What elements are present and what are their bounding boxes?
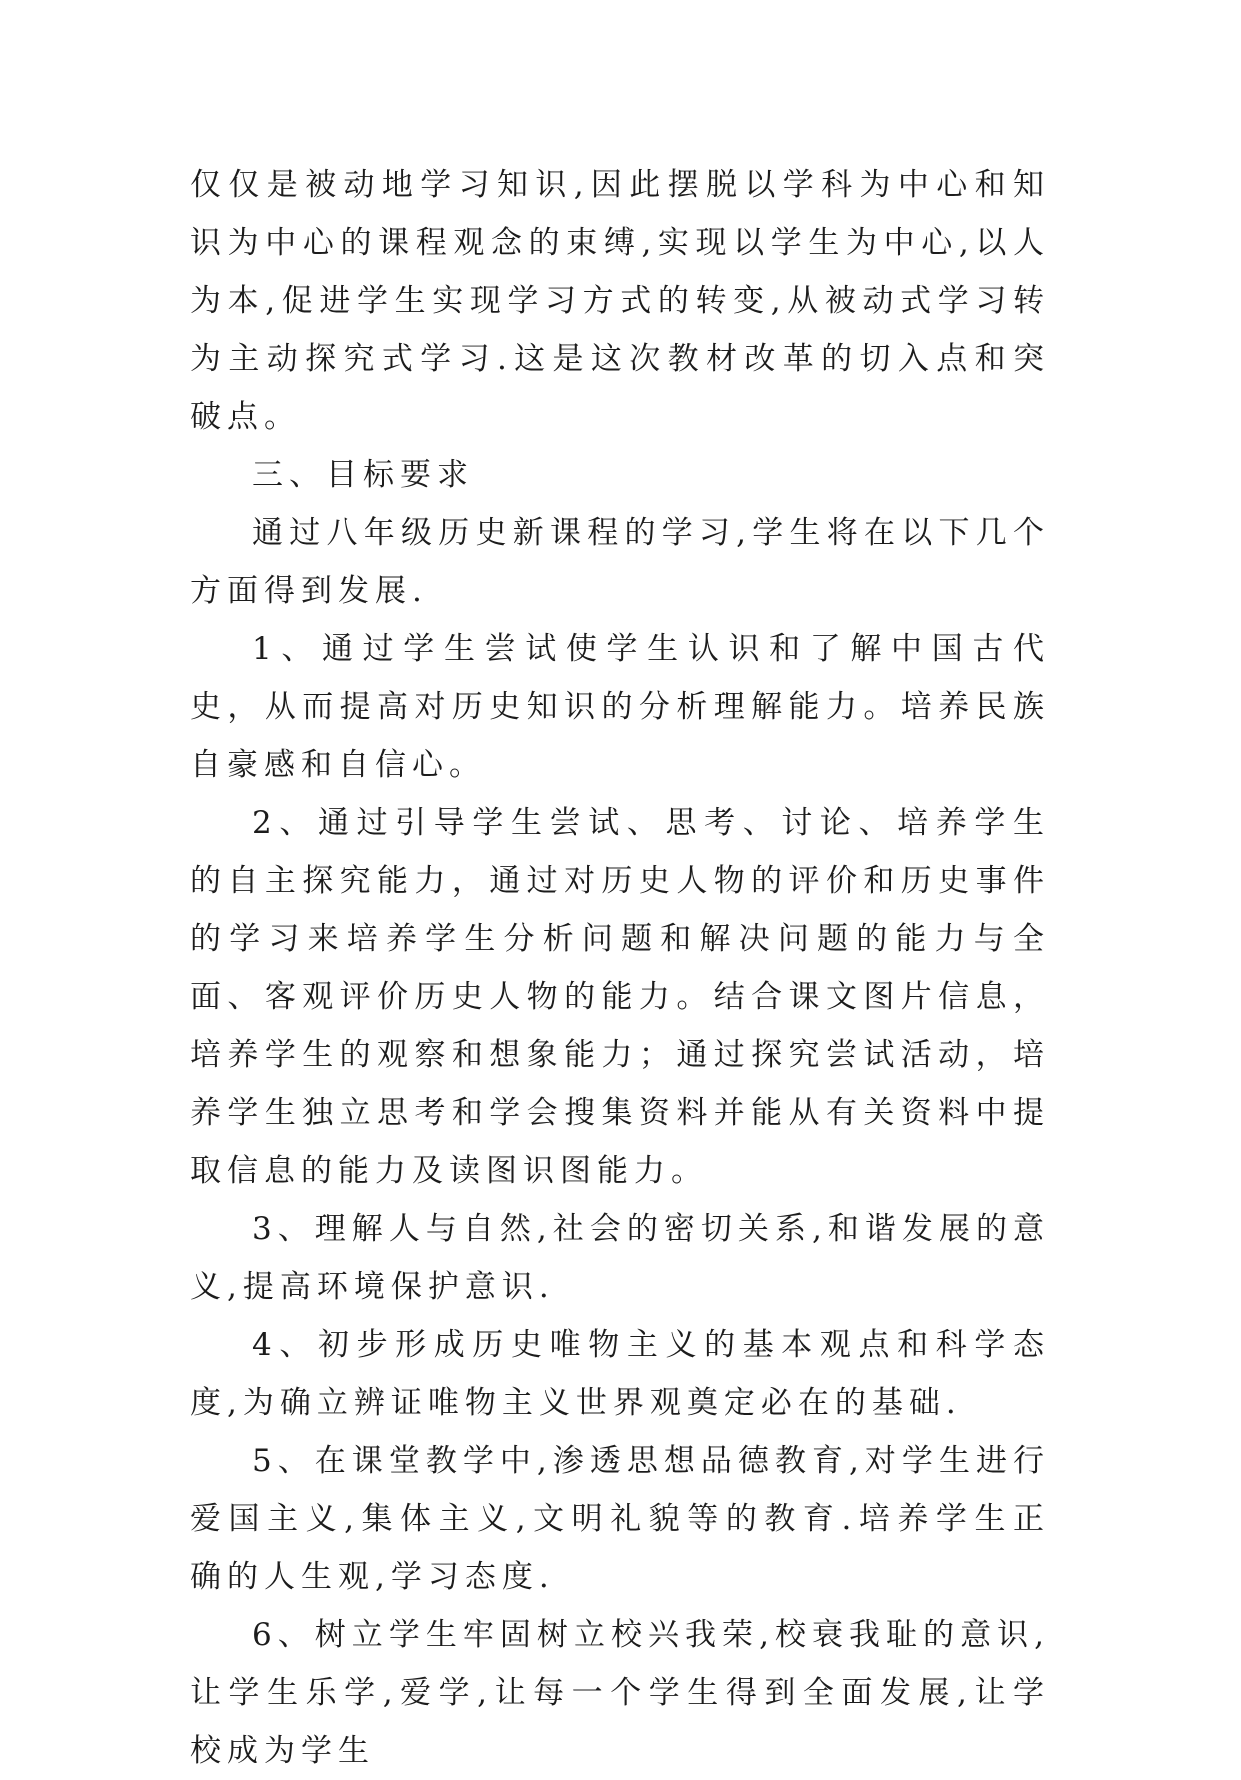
goal-item-5: 5、在课堂教学中,渗透思想品德教育,对学生进行爱国主义,集体主义,文明礼貌等的教育.培养学生正确的人生观,学习态度. xyxy=(190,1443,1050,1595)
goal-item-6: 6、树立学生牢固树立校兴我荣,校衰我耻的意识,让学生乐学,爱学,让每一个学生得到全面发展,让学校成为学生 xyxy=(190,1617,1050,1769)
goal-item-2: 2、通过引导学生尝试、思考、讨论、培养学生的自主探究能力，通过对历史人物的评价和历史事件的学习来培养学生分析问题和解决问题的能力与全面、客观评价历史人物的能力。结合课文图片信息，培养学生的观察和想象能力；通过探究尝试活动，培养学生独立思考和学会搜集资料并能从有关资料中提取信息的能力及读图识图能力。 xyxy=(190,805,1050,1189)
section-heading-goals: 三、目标要求 xyxy=(252,457,474,493)
goal-item-1: 1、通过学生尝试使学生认识和了解中国古代史，从而提高对历史知识的分析理解能力。培养民族自豪感和自信心。 xyxy=(190,631,1050,783)
goal-item-3: 3、理解人与自然,社会的密切关系,和谐发展的意义,提高环境保护意识. xyxy=(190,1211,1050,1305)
goal-item-4: 4、初步形成历史唯物主义的基本观点和科学态度,为确立辨证唯物主义世界观奠定必在的基础. xyxy=(190,1327,1050,1421)
paragraph-continuation: 仅仅是被动地学习知识,因此摆脱以学科为中心和知识为中心的课程观念的束缚,实现以学生为中心,以人为本,促进学生实现学习方式的转变,从被动式学习转为主动探究式学习.这是这次教材改革的切入点和突破点。 xyxy=(190,167,1050,435)
paragraph-intro: 通过八年级历史新课程的学习,学生将在以下几个方面得到发展. xyxy=(190,515,1050,609)
document-body xyxy=(190,156,1050,1780)
